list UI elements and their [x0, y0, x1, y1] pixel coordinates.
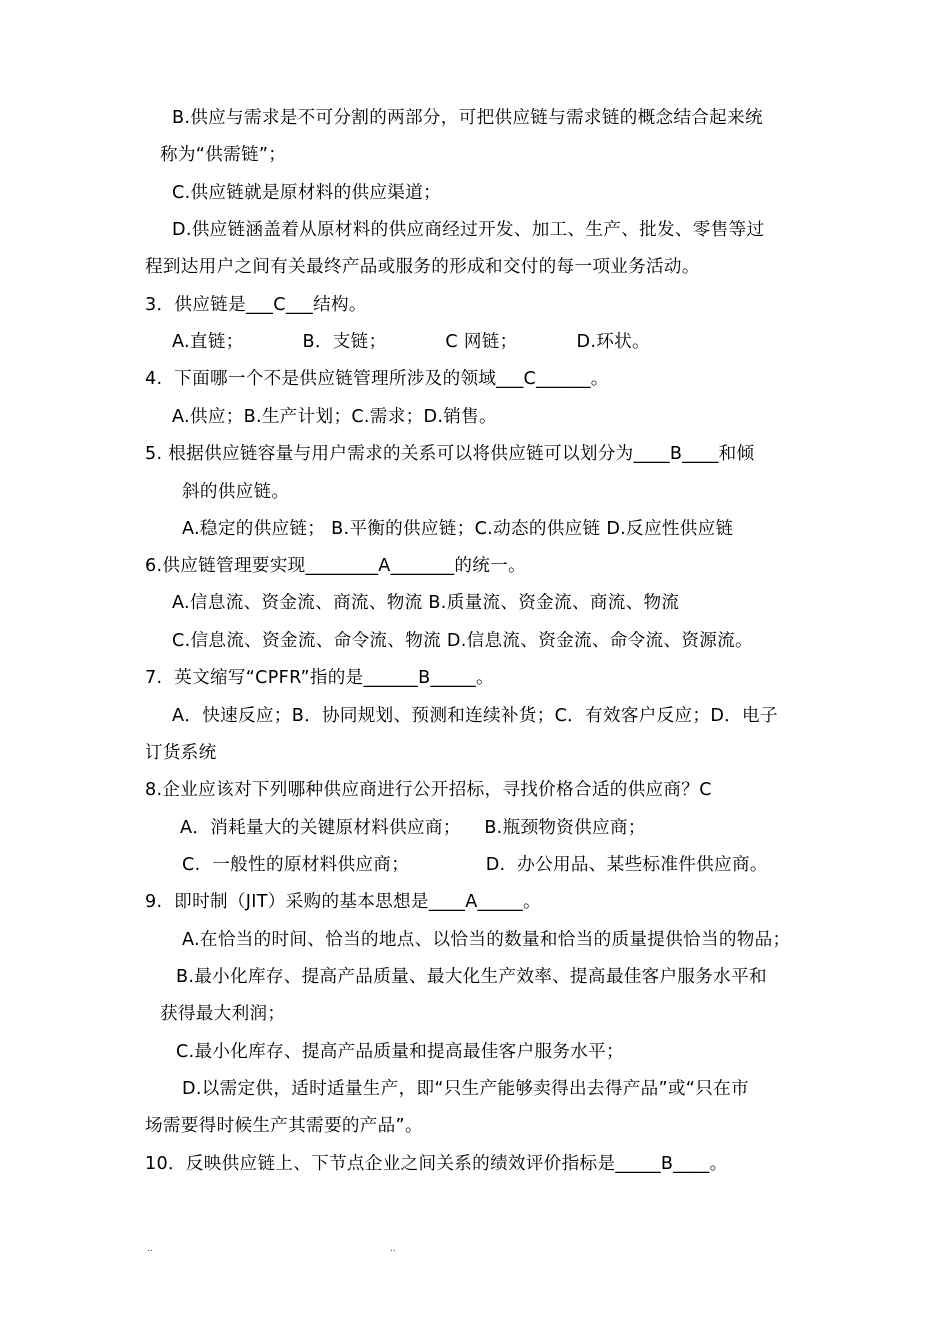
question-4-options: A.供应；B.生产计划；C.需求；D.销售。: [172, 407, 497, 427]
option-b-line-1: B.供应与需求是不可分割的两部分，可把供应链与需求链的概念结合起来统: [172, 108, 763, 128]
question-7: 7. 英文缩写“CPFR”指的是______B_____。: [145, 668, 494, 688]
question-9-option-b-line-1: B.最小化库存、提高产品质量、最大化生产效率、提高最佳客户服务水平和: [176, 967, 767, 987]
question-6-options-ab: A.信息流、资金流、商流、物流 B.质量流、资金流、商流、物流: [172, 593, 680, 613]
question-6-options-cd: C.信息流、资金流、命令流、物流 D.信息流、资金流、命令流、资源流。: [172, 631, 753, 651]
question-8-options-cd: C. 一般性的原材料供应商； D. 办公用品、某些标准件供应商。: [182, 855, 768, 875]
question-9-option-d-line-2: 场需要得时候生产其需要的产品”。: [145, 1116, 423, 1136]
question-5-options: A.稳定的供应链； B.平衡的供应链；C.动态的供应链 D.反应性供应链: [182, 519, 734, 539]
question-9-option-b-line-2: 获得最大利润；: [160, 1004, 286, 1024]
question-10: 10．反映供应链上、下节点企业之间关系的绩效评价指标是_____B____。: [145, 1154, 728, 1174]
question-7-options-line-2: 订货系统: [145, 743, 217, 763]
question-5-line-1: 5. 根据供应链容量与用户需求的关系可以将供应链可以划分为____B____和倾: [145, 444, 755, 464]
question-9: 9. 即时制（JIT）采购的基本思想是____A_____。: [145, 892, 541, 912]
question-7-options-line-1: A．快速反应；B．协同规划、预测和连续补货；C．有效客户反应；D．电子: [172, 706, 778, 726]
question-6: 6.供应链管理要实现________A_______的统一。: [145, 556, 526, 576]
question-3-options: A.直链； B．支链； C 网链； D.环状。: [172, 332, 650, 352]
footer-mark-left: ..: [147, 1244, 153, 1254]
option-c-line: C.供应链就是原材料的供应渠道；: [172, 183, 441, 203]
question-4: 4. 下面哪一个不是供应链管理所涉及的领域___C______。: [145, 369, 609, 389]
question-9-option-a: A.在恰当的时间、恰当的地点、以恰当的数量和恰当的质量提供恰当的物品；: [182, 930, 791, 950]
option-d-line-2: 程到达用户之间有关最终产品或服务的形成和交付的每一项业务活动。: [145, 257, 700, 277]
footer-mark-center: ..: [390, 1244, 396, 1254]
question-9-option-c: C.最小化库存、提高产品质量和提高最佳客户服务水平；: [176, 1042, 624, 1062]
question-5-line-2: 斜的供应链。: [182, 482, 290, 502]
question-9-option-d-line-1: D.以需定供，适时适量生产，即“只生产能够卖得出去得产品”或“只在市: [182, 1079, 749, 1099]
question-8: 8.企业应该对下列哪种供应商进行公开招标，寻找价格合适的供应商？C: [145, 780, 712, 800]
option-b-line-2: 称为“供需链”；: [160, 145, 287, 165]
option-d-line-1: D.供应链涵盖着从原材料的供应商经过开发、加工、生产、批发、零售等过: [172, 220, 765, 240]
question-3: 3．供应链是___C___结构。: [145, 295, 367, 315]
question-8-options-ab: A．消耗量大的关键原材料供应商； B.瓶颈物资供应商；: [180, 818, 646, 838]
